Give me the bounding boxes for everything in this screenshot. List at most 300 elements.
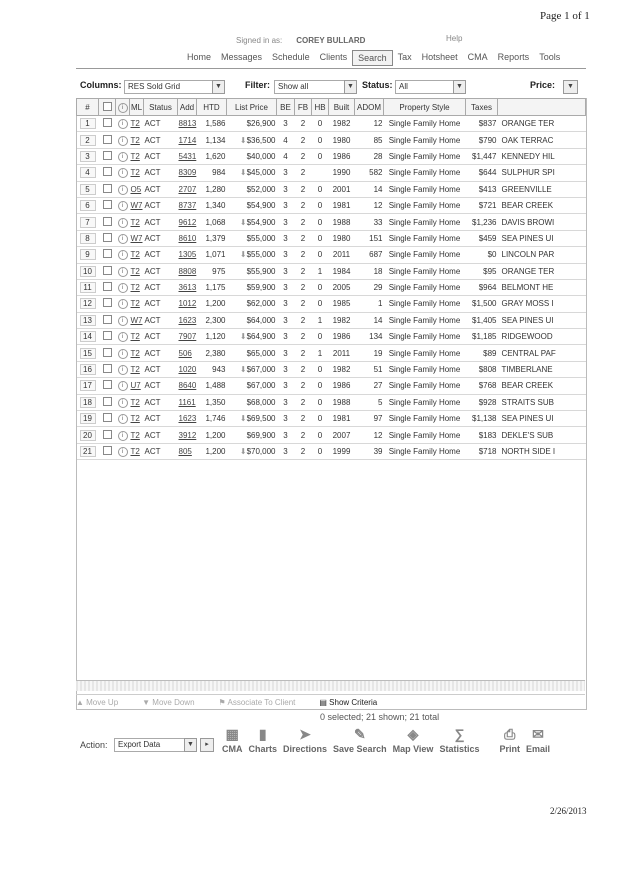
column-header[interactable]: Status [144, 99, 178, 116]
row-checkbox[interactable] [103, 167, 112, 176]
address-cell[interactable] [178, 263, 197, 279]
row-info[interactable] [116, 165, 130, 181]
address-link[interactable]: 1714 [178, 135, 197, 145]
ml-link[interactable]: T2 [130, 266, 140, 276]
subdivision-cell: SEA PINES UI [498, 230, 586, 246]
ml-cell[interactable] [130, 427, 144, 443]
tool-print[interactable] [499, 726, 520, 754]
ml-cell[interactable] [130, 279, 144, 295]
columns-select[interactable]: RES Sold Grid [124, 80, 220, 94]
row-index [77, 427, 99, 443]
be-cell: 3 [277, 345, 295, 361]
row-checkbox[interactable] [103, 331, 112, 340]
taxes-cell: $644 [466, 165, 498, 181]
address-link[interactable]: 9612 [178, 217, 197, 227]
row-select[interactable] [99, 165, 116, 181]
table-row[interactable] [77, 263, 586, 279]
row-info[interactable] [116, 148, 130, 164]
row-select[interactable] [99, 181, 116, 197]
nav-search[interactable]: Search [352, 50, 393, 66]
style-cell: Single Family Home [384, 132, 466, 148]
column-header[interactable]: Property Style [384, 99, 466, 116]
address-link[interactable]: 805 [178, 447, 192, 456]
be-cell: 3 [277, 296, 295, 312]
built-cell: 1982 [329, 312, 355, 328]
table-row[interactable] [77, 361, 586, 377]
address-cell[interactable] [178, 443, 197, 459]
nav-tax[interactable]: Tax [397, 52, 412, 62]
address-link[interactable]: 7907 [178, 332, 197, 342]
subdivision-cell: LINCOLN PAR [498, 247, 586, 263]
info-icon[interactable]: i [118, 267, 128, 277]
row-checkbox[interactable] [103, 282, 112, 291]
map-view-icon: ◈ [407, 726, 419, 742]
info-icon[interactable]: i [118, 218, 128, 228]
row-info[interactable] [116, 329, 130, 345]
associate-client-button[interactable]: ⚑ Associate To Client [218, 697, 296, 707]
ml-link[interactable]: U7 [130, 381, 141, 391]
built-cell: 1981 [329, 411, 355, 427]
ml-link[interactable]: T2 [130, 250, 140, 260]
status-cell: ACT [144, 296, 178, 312]
table-row[interactable] [77, 132, 586, 148]
ml-link[interactable]: T2 [130, 151, 140, 161]
row-info[interactable] [116, 132, 130, 148]
nav-cma[interactable]: CMA [467, 52, 488, 62]
tool-map-view[interactable] [393, 726, 434, 754]
row-info[interactable] [116, 427, 130, 443]
main-nav [182, 50, 565, 66]
ml-cell[interactable] [130, 263, 144, 279]
column-header[interactable]: BE [277, 99, 295, 116]
row-select[interactable] [99, 148, 116, 164]
nav-messages[interactable]: Messages [221, 52, 263, 62]
row-info[interactable] [116, 279, 130, 295]
row-checkbox[interactable] [103, 446, 112, 455]
column-header[interactable]: HB [312, 99, 329, 116]
ml-link[interactable]: T2 [130, 430, 140, 440]
table-row[interactable] [77, 411, 586, 427]
address-link[interactable]: 2707 [178, 184, 197, 194]
column-header[interactable]: FB [295, 99, 312, 116]
move-up-label: Move Up [86, 697, 119, 707]
row-select[interactable] [99, 411, 116, 427]
row-checkbox[interactable] [103, 118, 112, 127]
column-header[interactable]: Add [178, 99, 197, 116]
row-select[interactable] [99, 345, 116, 361]
price-cell [227, 279, 277, 295]
address-cell[interactable] [178, 165, 197, 181]
ml-cell[interactable] [130, 329, 144, 345]
ml-link[interactable]: T2 [130, 299, 140, 309]
address-link[interactable]: 1305 [178, 250, 197, 260]
table-row[interactable] [77, 116, 586, 132]
ml-cell[interactable] [130, 345, 144, 361]
table-row[interactable] [77, 247, 586, 263]
status-select[interactable]: All [395, 80, 461, 94]
adom-cell: 85 [355, 132, 384, 148]
address-cell[interactable] [178, 329, 197, 345]
table-row[interactable] [77, 279, 586, 295]
move-up-button[interactable]: ▲ Move Up [76, 697, 119, 707]
ml-link[interactable]: T2 [130, 217, 140, 227]
help-link[interactable]: Help [446, 34, 463, 43]
info-icon[interactable]: i [118, 250, 128, 260]
address-link[interactable]: 1020 [178, 365, 197, 375]
ml-cell[interactable] [130, 197, 144, 213]
nav-reports[interactable]: Reports [497, 52, 530, 62]
ml-cell[interactable] [130, 411, 144, 427]
ml-cell[interactable] [130, 312, 144, 328]
ml-link[interactable]: T2 [130, 119, 140, 129]
price-cell [227, 312, 277, 328]
address-link[interactable]: 8737 [178, 201, 197, 211]
ml-link[interactable]: T2 [130, 348, 140, 358]
price-change-arrow-icon: ⬇ [239, 365, 247, 375]
row-select[interactable] [99, 394, 116, 410]
tool-statistics[interactable] [439, 726, 479, 754]
hb-cell: 0 [312, 116, 329, 132]
fb-cell: 2 [295, 214, 312, 230]
ml-link[interactable]: T2 [130, 135, 140, 145]
address-cell[interactable] [178, 279, 197, 295]
ml-cell[interactable] [130, 394, 144, 410]
subdivision-cell: CENTRAL PAF [498, 345, 586, 361]
row-checkbox[interactable] [103, 249, 112, 258]
row-info[interactable] [116, 394, 130, 410]
fb-cell: 2 [295, 345, 312, 361]
nav-home[interactable]: Home [187, 52, 212, 62]
row-checkbox[interactable] [103, 364, 112, 373]
info-icon[interactable]: i [118, 332, 128, 342]
ml-cell[interactable] [130, 443, 144, 459]
info-icon[interactable]: i [118, 136, 128, 146]
fb-cell: 2 [295, 132, 312, 148]
row-checkbox[interactable] [103, 380, 112, 389]
address-link[interactable]: 3912 [178, 430, 197, 440]
row-select[interactable] [99, 132, 116, 148]
row-checkbox[interactable] [103, 298, 112, 307]
address-link[interactable]: 8813 [178, 119, 197, 129]
row-info[interactable] [116, 230, 130, 246]
address-link[interactable]: 1623 [178, 414, 197, 424]
subdivision-cell: BEAR CREEK [498, 197, 586, 213]
adom-cell: 28 [355, 148, 384, 164]
column-header[interactable]: # [77, 99, 99, 116]
ml-link[interactable]: T2 [130, 283, 140, 293]
subdivision-cell: OAK TERRAC [498, 132, 586, 148]
info-icon[interactable]: i [118, 119, 128, 129]
address-link[interactable]: 1012 [178, 299, 197, 309]
row-info[interactable] [116, 247, 130, 263]
ml-link[interactable]: W7 [130, 315, 143, 325]
address-link[interactable]: 3613 [178, 283, 197, 293]
show-criteria-button[interactable]: ▤ Show Criteria [319, 697, 378, 707]
row-info[interactable] [116, 411, 130, 427]
column-header[interactable] [116, 99, 130, 116]
hb-cell: 0 [312, 247, 329, 263]
column-header[interactable] [498, 99, 586, 116]
address-link[interactable]: 8309 [178, 168, 197, 178]
htd-cell: 2,300 [197, 312, 227, 328]
table-row[interactable] [77, 329, 586, 345]
row-checkbox[interactable] [103, 397, 112, 406]
column-header[interactable]: ML [130, 99, 144, 116]
address-link[interactable]: 1161 [178, 397, 196, 407]
address-link[interactable]: 1623 [178, 315, 197, 325]
ml-cell[interactable] [130, 181, 144, 197]
price-cell [227, 394, 277, 410]
tool-cma[interactable] [222, 726, 243, 754]
row-info[interactable] [116, 443, 130, 459]
list-price: $64,000 [246, 315, 276, 325]
table-row[interactable] [77, 427, 586, 443]
be-cell: 3 [277, 378, 295, 394]
ml-cell[interactable] [130, 296, 144, 312]
address-cell[interactable] [178, 197, 197, 213]
nav-tools[interactable]: Tools [539, 52, 561, 62]
address-cell[interactable] [178, 378, 197, 394]
filter-dropdown-icon[interactable]: ▼ [344, 80, 357, 94]
ml-cell[interactable] [130, 361, 144, 377]
price-change-arrow-icon: ⬇ [239, 217, 247, 227]
row-checkbox[interactable] [103, 184, 112, 193]
table-row[interactable] [77, 181, 586, 197]
adom-cell: 51 [355, 361, 384, 377]
row-checkbox[interactable] [103, 315, 112, 324]
table-row[interactable] [77, 165, 586, 181]
row-select[interactable] [99, 263, 116, 279]
address-cell[interactable] [178, 116, 197, 132]
ml-link[interactable]: W7 [130, 201, 143, 211]
ml-link[interactable]: T2 [130, 168, 140, 178]
ml-cell[interactable] [130, 165, 144, 181]
row-checkbox[interactable] [103, 200, 112, 209]
ml-link[interactable]: W7 [130, 233, 143, 243]
row-actions-bar [76, 694, 585, 709]
info-icon[interactable]: i [118, 431, 128, 441]
row-number: 1 [80, 118, 96, 129]
address-cell[interactable] [178, 181, 197, 197]
subdivision-cell: BEAR CREEK [498, 378, 586, 394]
ml-link[interactable]: O5 [130, 184, 142, 194]
column-header[interactable] [99, 99, 116, 116]
ml-cell[interactable] [130, 378, 144, 394]
info-icon[interactable]: i [118, 299, 128, 309]
info-icon[interactable]: i [118, 152, 128, 162]
row-select[interactable] [99, 443, 116, 459]
address-link[interactable]: 8808 [178, 266, 197, 276]
filter-select[interactable]: Show all [274, 80, 352, 94]
row-info[interactable] [116, 312, 130, 328]
be-cell: 3 [277, 394, 295, 410]
row-info[interactable] [116, 263, 130, 279]
column-header[interactable]: Built [329, 99, 355, 116]
action-go-icon[interactable]: ▸ [200, 738, 214, 752]
row-checkbox[interactable] [103, 266, 112, 275]
address-cell[interactable] [178, 411, 197, 427]
row-index [77, 394, 99, 410]
ml-cell[interactable] [130, 214, 144, 230]
info-icon[interactable]: i [118, 349, 128, 359]
table-row[interactable] [77, 148, 586, 164]
info-icon[interactable]: i [118, 283, 128, 293]
select-all-checkbox[interactable] [103, 102, 112, 111]
info-icon[interactable]: i [118, 316, 128, 326]
info-icon[interactable]: i [118, 234, 128, 244]
adom-cell: 39 [355, 443, 384, 459]
address-cell[interactable] [178, 394, 197, 410]
table-row[interactable] [77, 230, 586, 246]
ml-cell[interactable] [130, 247, 144, 263]
ml-cell[interactable] [130, 132, 144, 148]
be-cell: 3 [277, 214, 295, 230]
address-cell[interactable] [178, 230, 197, 246]
ml-link[interactable]: T2 [130, 414, 140, 424]
tool-charts[interactable] [249, 726, 278, 754]
table-row[interactable] [77, 378, 586, 394]
address-link[interactable]: 506 [178, 348, 192, 358]
hb-cell: 0 [312, 394, 329, 410]
table-row[interactable] [77, 296, 586, 312]
address-link[interactable]: 8610 [178, 233, 197, 243]
ml-link[interactable]: T2 [130, 447, 140, 456]
tool-directions[interactable] [283, 726, 327, 754]
style-cell: Single Family Home [384, 427, 466, 443]
action-label: Action: [80, 740, 108, 750]
info-icon[interactable]: i [118, 365, 128, 375]
table-row[interactable] [77, 312, 586, 328]
row-checkbox[interactable] [103, 348, 112, 357]
row-select[interactable] [99, 116, 116, 132]
info-icon[interactable]: i [118, 168, 128, 178]
column-header[interactable]: HTD [197, 99, 227, 116]
nav-hotsheet[interactable]: Hotsheet [421, 52, 458, 62]
row-info[interactable] [116, 197, 130, 213]
ml-cell[interactable] [130, 116, 144, 132]
status-cell: ACT [144, 148, 178, 164]
row-number: 4 [80, 167, 96, 178]
column-header[interactable]: ADOM [355, 99, 384, 116]
row-select[interactable] [99, 361, 116, 377]
row-select[interactable] [99, 279, 116, 295]
row-info[interactable] [116, 181, 130, 197]
row-checkbox[interactable] [103, 135, 112, 144]
row-info[interactable] [116, 345, 130, 361]
action-dropdown-icon[interactable]: ▼ [184, 738, 197, 752]
move-down-button[interactable]: ▼ Move Down [142, 697, 195, 707]
price-dropdown-icon[interactable]: ▼ [563, 80, 578, 94]
adom-cell: 151 [355, 230, 384, 246]
row-number: 6 [80, 200, 96, 211]
nav-schedule[interactable]: Schedule [272, 52, 310, 62]
tool-label: Email [525, 744, 550, 754]
tool-email[interactable] [526, 726, 550, 754]
address-link[interactable]: 8640 [178, 381, 197, 391]
row-info[interactable] [116, 361, 130, 377]
built-cell: 2005 [329, 279, 355, 295]
table-row[interactable] [77, 443, 586, 459]
status-dropdown-icon[interactable]: ▼ [453, 80, 466, 94]
style-cell: Single Family Home [384, 312, 466, 328]
row-select[interactable] [99, 427, 116, 443]
taxes-cell: $808 [466, 361, 498, 377]
price-change-arrow-icon: ⬇ [239, 250, 247, 260]
ml-cell[interactable] [130, 230, 144, 246]
address-cell[interactable] [178, 312, 197, 328]
info-icon[interactable]: i [118, 185, 128, 195]
column-header[interactable]: Taxes [466, 99, 498, 116]
column-header[interactable]: List Price [227, 99, 277, 116]
address-link[interactable]: 5431 [178, 151, 197, 161]
row-info[interactable] [116, 296, 130, 312]
row-select[interactable] [99, 214, 116, 230]
status-cell: ACT [144, 214, 178, 230]
table-row[interactable] [77, 197, 586, 213]
table-row[interactable] [77, 394, 586, 410]
ml-link[interactable]: T2 [130, 365, 140, 375]
address-cell[interactable] [178, 361, 197, 377]
row-select[interactable] [99, 296, 116, 312]
tool-save-search[interactable] [333, 726, 387, 754]
status-cell: ACT [144, 312, 178, 328]
style-cell: Single Family Home [384, 296, 466, 312]
action-select[interactable]: Export Data [114, 738, 188, 752]
hb-cell: 1 [312, 345, 329, 361]
row-info[interactable] [116, 378, 130, 394]
row-info[interactable] [116, 116, 130, 132]
info-icon[interactable]: i [118, 398, 128, 408]
address-cell[interactable] [178, 148, 197, 164]
ml-link[interactable]: T2 [130, 332, 140, 342]
ml-link[interactable]: T2 [130, 397, 140, 407]
address-cell[interactable] [178, 214, 197, 230]
horizontal-scrollbar[interactable] [76, 680, 585, 691]
nav-clients[interactable]: Clients [319, 52, 348, 62]
row-checkbox[interactable] [103, 151, 112, 160]
row-info[interactable] [116, 214, 130, 230]
row-checkbox[interactable] [103, 233, 112, 242]
fb-cell: 2 [295, 181, 312, 197]
address-cell[interactable] [178, 132, 197, 148]
row-checkbox[interactable] [103, 217, 112, 226]
row-select[interactable] [99, 378, 116, 394]
address-cell[interactable] [178, 427, 197, 443]
row-index [77, 361, 99, 377]
address-cell[interactable] [178, 296, 197, 312]
row-select[interactable] [99, 312, 116, 328]
row-select[interactable] [99, 329, 116, 345]
print-date: 2/26/2013 [550, 806, 587, 816]
info-icon[interactable]: i [118, 447, 128, 457]
info-icon[interactable]: i [118, 201, 128, 211]
table-row[interactable] [77, 345, 586, 361]
status-cell: ACT [144, 181, 178, 197]
row-select[interactable] [99, 247, 116, 263]
row-select[interactable] [99, 197, 116, 213]
row-checkbox[interactable] [103, 430, 112, 439]
table-row[interactable] [77, 214, 586, 230]
info-icon[interactable]: i [118, 381, 128, 391]
info-icon[interactable]: i [118, 414, 128, 424]
selection-summary: 0 selected; 21 shown; 21 total [320, 712, 440, 722]
row-checkbox[interactable] [103, 413, 112, 422]
row-select[interactable] [99, 230, 116, 246]
columns-dropdown-icon[interactable]: ▼ [212, 80, 225, 94]
address-cell[interactable] [178, 345, 197, 361]
address-cell[interactable] [178, 247, 197, 263]
ml-cell[interactable] [130, 148, 144, 164]
